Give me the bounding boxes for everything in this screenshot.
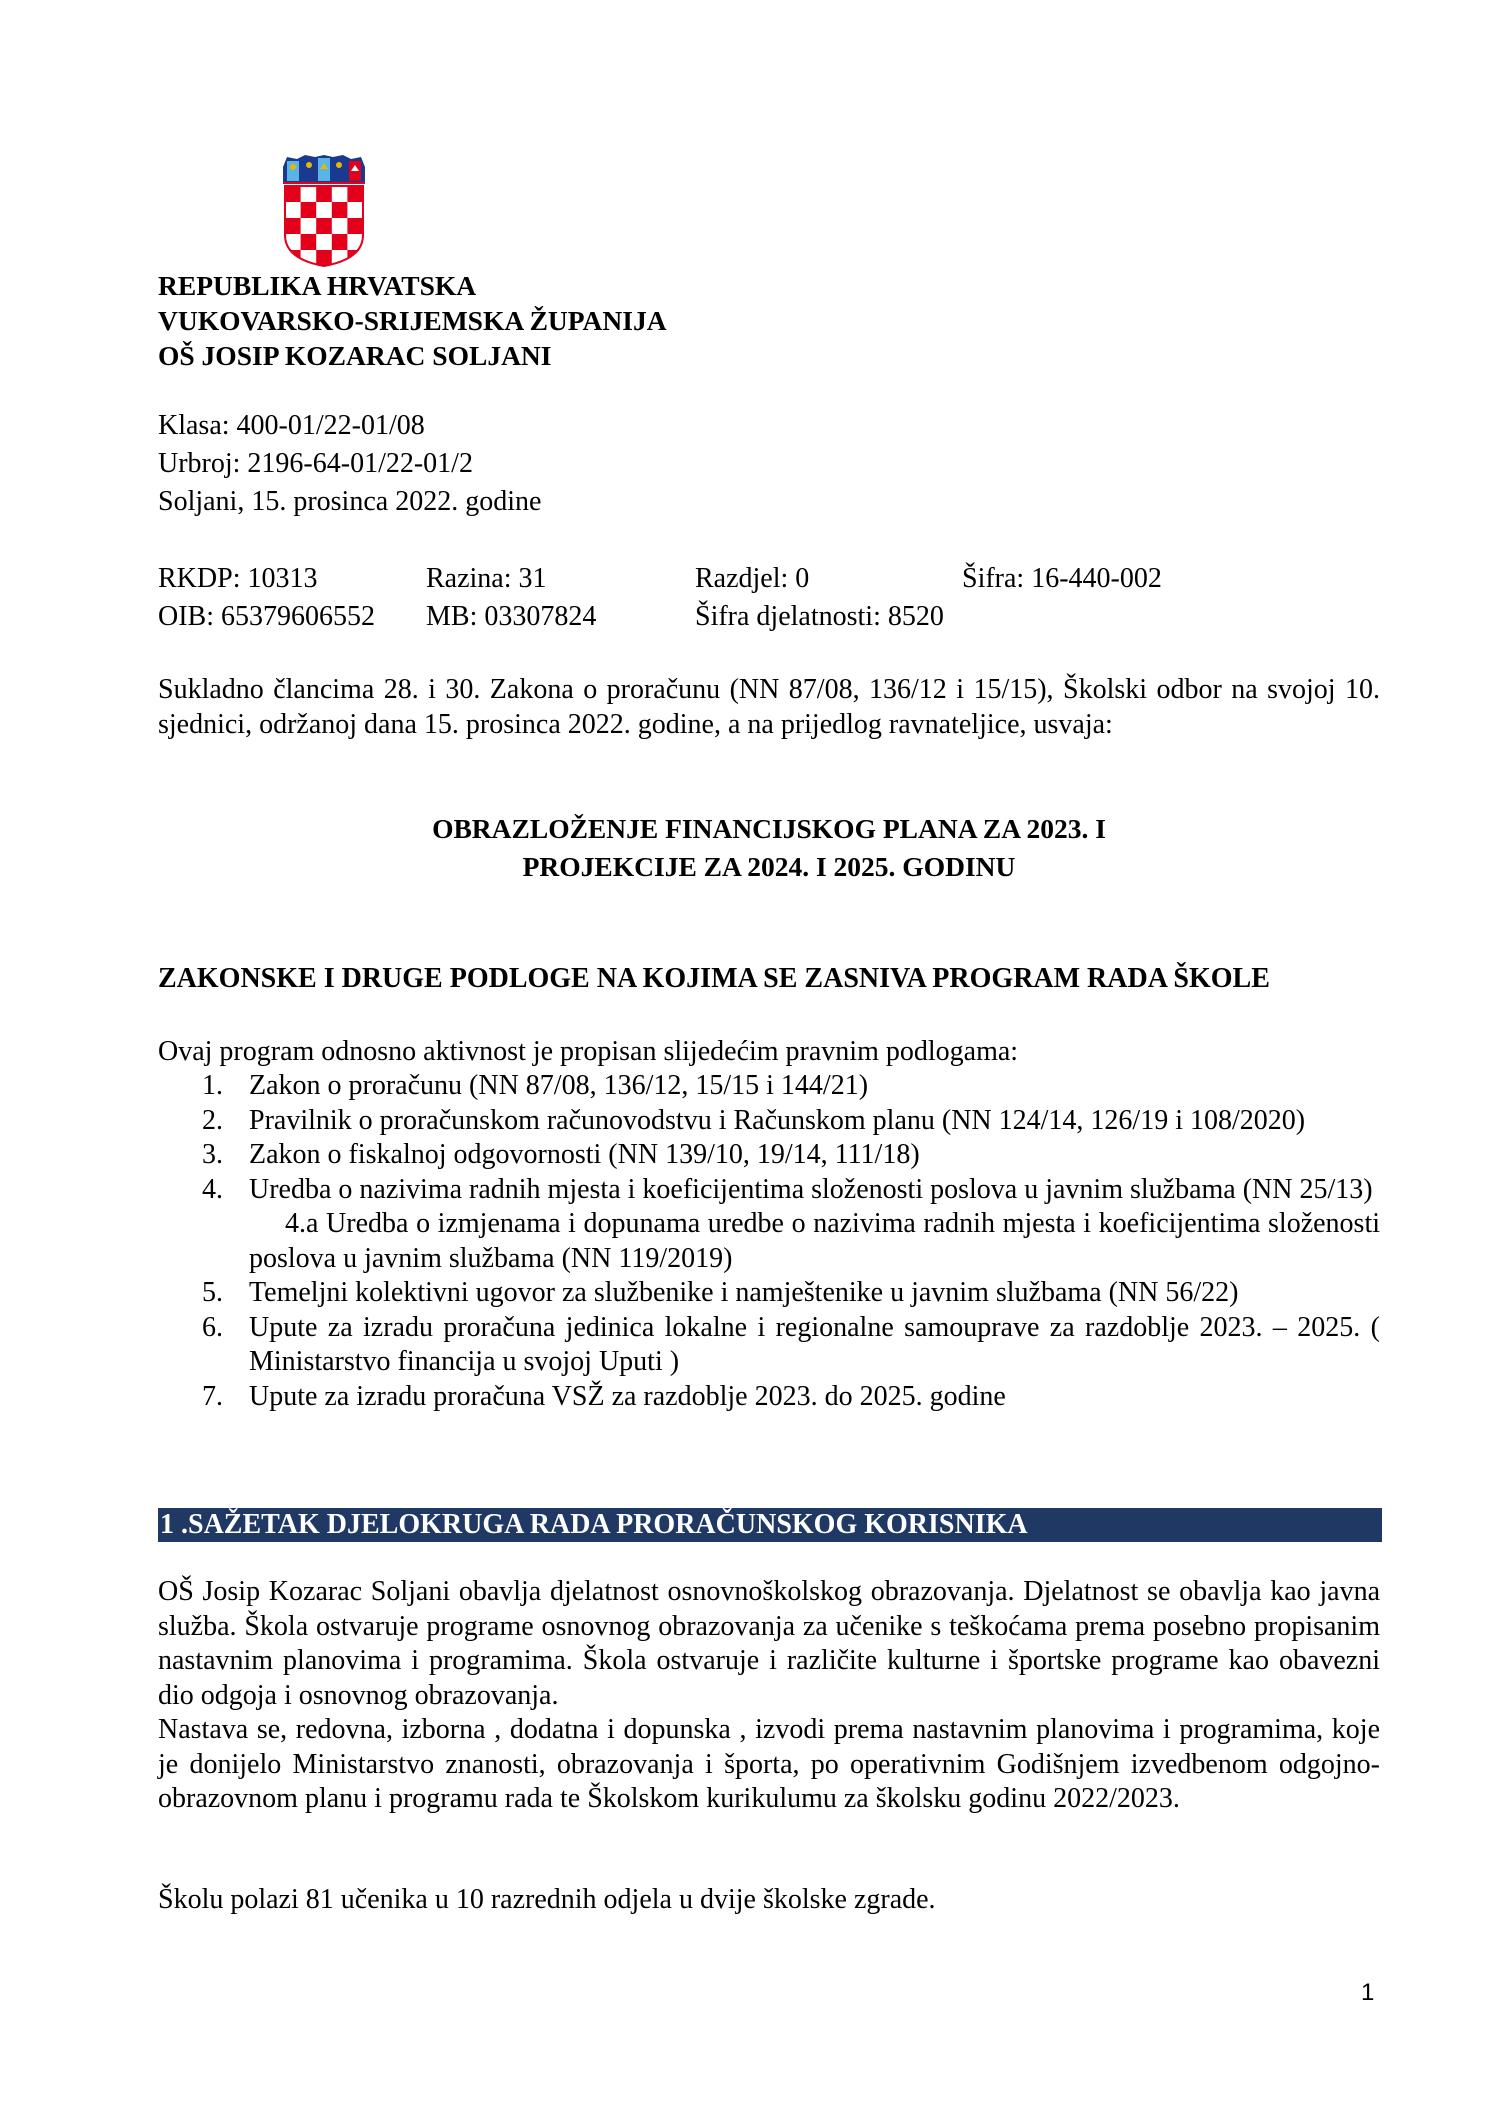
sifra-djelatnosti: Šifra djelatnosti: 8520	[695, 601, 944, 632]
list-item-number: 5.	[202, 1277, 223, 1308]
title-line-1: OBRAZLOŽENJE FINANCIJSKOG PLANA ZA 2023. I	[432, 813, 1106, 844]
list-item	[158, 1173, 1380, 1277]
legal-basis-heading: ZAKONSKE I DRUGE PODLOGE NA KOJIMA SE ZASNIVA PROGRAM RADA ŠKOLE	[158, 963, 1270, 994]
mb: MB: 03307824	[426, 601, 597, 632]
list-item	[158, 1311, 1380, 1380]
croatian-coat-of-arms-icon	[281, 155, 367, 267]
summary-paragraph-3: Školu polazi 81 učenika u 10 razrednih odjela u dvije školske zgrade.	[158, 1884, 936, 1915]
list-item	[158, 1104, 1380, 1139]
razina: Razina: 31	[426, 563, 547, 594]
summary-paragraph-2: Nastava se, redovna, izborna , dodatna i dopunska , izvodi prema nastavnim planovima i programima, koje je donijelo Ministarstvo znanosti, obrazovanja i športa, po operativnim Godišnjem izvedbenom odgojno- obrazovnom planu i programu rada te Školskom kurikulumu za školsku godinu 2022/2023.	[158, 1714, 1380, 1814]
title-line-2: PROJEKCIJE ZA 2024. I 2025. GODINU	[522, 851, 1016, 882]
list-item-number: 7.	[202, 1380, 223, 1412]
klasa: Klasa: 400-01/22-01/08	[158, 410, 425, 441]
list-item-text: Pravilnik o proračunskom računovodstvu i Računskom planu (NN 124/14, 126/19 i 108/2020)	[249, 1104, 1306, 1136]
list-item	[158, 1380, 1380, 1415]
sifra: Šifra: 16-440-002	[962, 563, 1162, 594]
legal-basis-list	[158, 1069, 1380, 1414]
place-date: Soljani, 15. prosinca 2022. godine	[158, 486, 542, 517]
list-item-text: Zakon o fiskalnoj odgovornosti (NN 139/10, 19/14, 111/18)	[249, 1139, 920, 1170]
institution-header	[158, 268, 667, 373]
list-item	[158, 1069, 1380, 1104]
list-item-subtext: 4.a Uredba o izmjenama i dopunama uredbe o nazivima radnih mjesta i koeficijentima složenosti poslova u javnim službama (NN 119/2019)	[249, 1208, 1380, 1274]
page-number: 1	[1361, 1979, 1375, 2006]
list-item-number: 2.	[202, 1104, 223, 1136]
header-country: REPUBLIKA HRVATSKA	[158, 270, 477, 301]
oib: OIB: 65379606552	[158, 601, 375, 632]
intro-paragraph: Sukladno člancima 28. i 30. Zakona o proračunu (NN 87/08, 136/12 i 15/15), Školski odbor na svojoj 10. sjednici, održanoj dana 15. prosinca 2022. godine, a na prijedlog ravnateljice, usvaja:	[158, 674, 1380, 740]
list-item-number: 3.	[202, 1139, 223, 1170]
list-item-text: Temeljni kolektivni ugovor za službenike i namještenike u javnim službama (NN 56/22)	[249, 1277, 1239, 1308]
document-reference	[158, 407, 541, 521]
list-item	[158, 1276, 1380, 1311]
list-item	[158, 1138, 1380, 1173]
summary-section-heading: 1 .SAŽETAK DJELOKRUGA RADA PRORAČUNSKOG KORISNIKA	[158, 1508, 1382, 1542]
list-item-text: Upute za izradu proračuna jedinica lokalne i regionalne samouprave za razdoblje 2023. – 2025. ( Ministarstvo financija u svojoj Uputi )	[249, 1311, 1380, 1377]
list-item-text: Upute za izradu proračuna VSŽ za razdoblje 2023. do 2025. godine	[249, 1380, 1006, 1412]
header-school: OŠ JOSIP KOZARAC SOLJANI	[158, 340, 552, 371]
legal-basis-lead: Ovaj program odnosno aktivnost je propisan slijedećim pravnim podlogama:	[158, 1036, 1019, 1067]
list-item-text: Uredba o nazivima radnih mjesta i koeficijentima složenosti poslova u javnim službama (NN 25/13)	[249, 1173, 1373, 1205]
rkdp: RKDP: 10313	[158, 563, 318, 594]
list-item-number: 4.	[202, 1173, 223, 1205]
list-item-number: 6.	[202, 1311, 223, 1343]
urbroj: Urbroj: 2196-64-01/22-01/2	[158, 448, 473, 479]
header-county: VUKOVARSKO-SRIJEMSKA ŽUPANIJA	[158, 305, 667, 336]
razdjel: Razdjel: 0	[695, 563, 810, 594]
document-title	[158, 810, 1380, 886]
list-item-number: 1.	[202, 1070, 223, 1101]
list-item-text: Zakon o proračunu (NN 87/08, 136/12, 15/15 i 144/21)	[249, 1070, 869, 1101]
summary-paragraph-1: OŠ Josip Kozarac Soljani obavlja djelatnost osnovnoškolskog obrazovanja. Djelatnost se obavlja kao javna služba. Škola ostvaruje programe osnovnog obrazovanja za učenike s teškoćama prema posebno propisanim nastavnim planovima i programima. Škola ostvaruje i različite kulturne i športske programe kao obavezni dio odgoja i osnovnog obrazovanja.	[158, 1576, 1380, 1711]
